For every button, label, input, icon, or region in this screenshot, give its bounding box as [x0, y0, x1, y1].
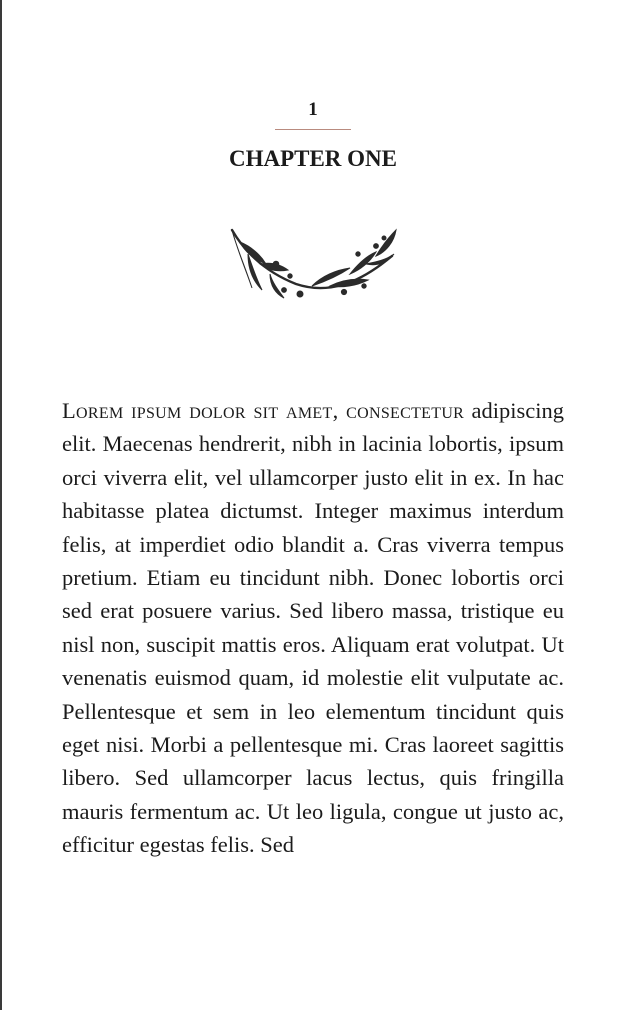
chapter-body-paragraph: [62, 394, 564, 862]
page-left-edge: [0, 0, 2, 1010]
chapter-number: 1: [308, 99, 318, 120]
paragraph-lead-small-caps: Lorem ipsum dolor sit amet, consectetur: [62, 398, 465, 423]
book-page: [62, 0, 564, 1010]
laurel-branch-icon: [226, 224, 402, 306]
chapter-divider: [275, 129, 351, 130]
chapter-title: CHAPTER ONE: [228, 146, 398, 171]
paragraph-text: adipiscing elit. Maecenas hendrerit, nibh in lacinia lobortis, ipsum orci viverra elit, vel ullamcorper justo elit in ex. In hac habitasse platea dictumst. Integer maximus interdum felis, at imperdiet odio blandit a. Cras viverra tempus pretium. Etiam eu tincidunt nibh. Donec lobortis orci sed erat posuere varius. Sed libero massa, tristique eu nisl non, suscipit mattis eros. Aliquam erat volutpat. Ut venenatis euismod quam, id molestie elit vulputate ac. Pellentesque et sem in leo elementum tincidunt quis eget nisi. Morbi a pellentesque mi. Cras laoreet sagittis libero. Sed ullamcorper lacus lectus, quis fringilla mauris fermentum ac. Ut leo ligula, congue ut justo ac, efficitur egestas felis. Sed: [62, 398, 565, 858]
